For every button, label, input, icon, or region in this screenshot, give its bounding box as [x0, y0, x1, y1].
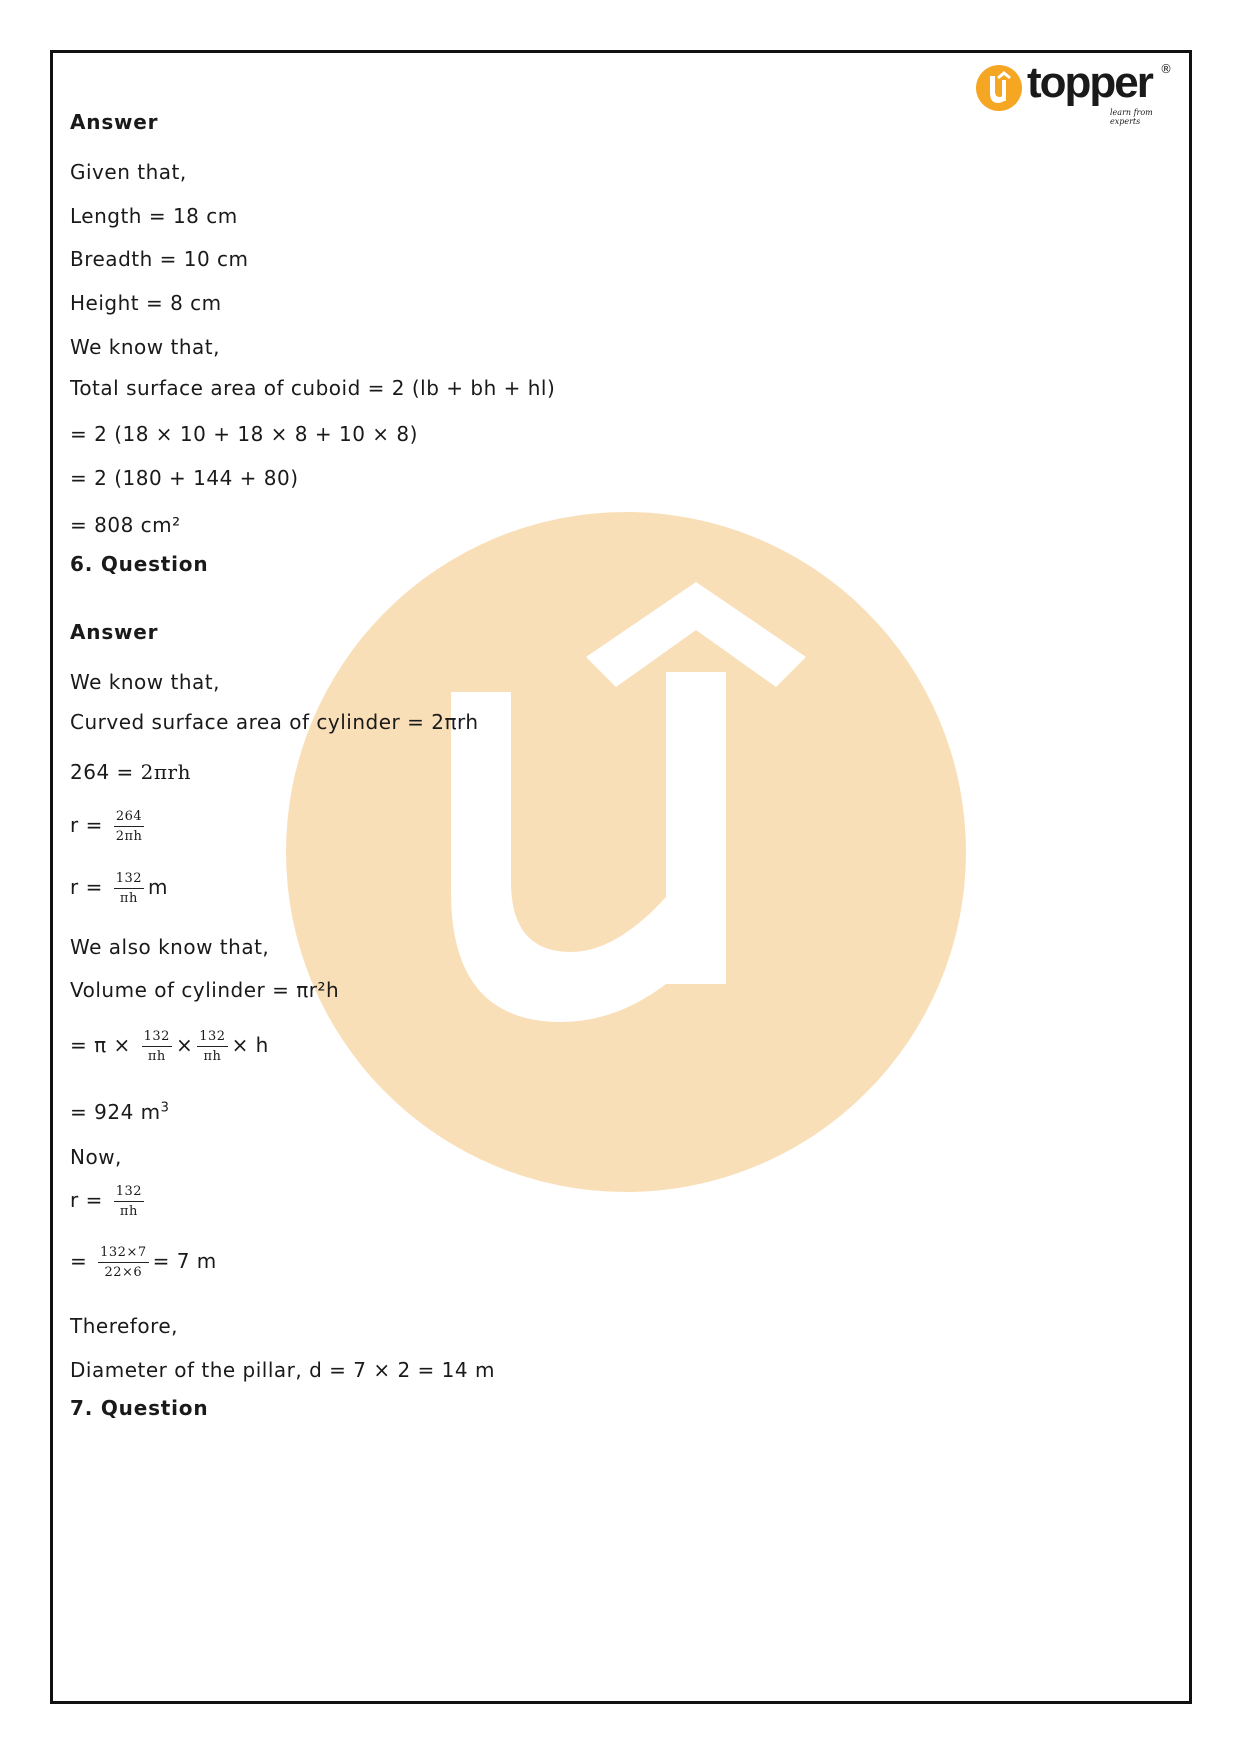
fraction-264-over-2pih	[114, 810, 145, 843]
fraction-numerator: 132	[197, 1030, 227, 1047]
r-prefix: r =	[70, 1188, 110, 1213]
fraction-132-over-pih	[114, 872, 144, 905]
topper-logo	[975, 60, 1175, 130]
vol-prefix: = π ×	[70, 1033, 138, 1058]
logo-brand-text: topper	[1027, 58, 1152, 107]
also-know-text: We also know that,	[70, 935, 270, 959]
fraction-132-over-pih	[197, 1030, 227, 1063]
r-equation-2	[70, 872, 168, 905]
know-text-2: We know that,	[70, 670, 220, 694]
times-sign: ×	[175, 1033, 194, 1058]
csa-equation	[70, 760, 191, 784]
fraction-numerator: 132	[114, 872, 144, 889]
height-text: Height = 8 cm	[70, 291, 222, 315]
fraction-132-over-pih	[114, 1185, 144, 1218]
know-text-1: We know that,	[70, 335, 220, 359]
volume-equation	[70, 1030, 269, 1063]
fraction-denominator: πh	[147, 1048, 166, 1064]
fraction-132x7-over-22x6	[98, 1246, 148, 1279]
r-equation-1	[70, 810, 148, 843]
unit-m: m	[148, 875, 169, 900]
topper-watermark-icon	[286, 512, 966, 1192]
fraction-denominator: 22×6	[104, 1264, 143, 1280]
tsa-result: = 808 cm²	[70, 513, 181, 537]
fraction-denominator: 2πh	[115, 828, 143, 844]
r-prefix: r =	[70, 875, 110, 900]
logo-registered-mark: ®	[1160, 62, 1172, 76]
answer-heading-2: Answer	[70, 620, 159, 644]
volume-formula: Volume of cylinder = πr²h	[70, 978, 340, 1002]
csa-formula: Curved surface area of cylinder = 2πrh	[70, 710, 479, 734]
r-result: = 7 m	[152, 1249, 217, 1274]
fraction-denominator: πh	[119, 1203, 138, 1219]
r-equation-3	[70, 1185, 148, 1218]
therefore-text: Therefore,	[70, 1314, 179, 1338]
volume-result	[70, 1100, 169, 1124]
fraction-132-over-pih	[142, 1030, 172, 1063]
volume-exponent: 3	[160, 1100, 170, 1116]
fraction-denominator: πh	[119, 890, 138, 906]
fraction-denominator: πh	[203, 1048, 222, 1064]
vol-suffix: × h	[231, 1033, 269, 1058]
tsa-step-1: = 2 (18 × 10 + 18 × 8 + 10 × 8)	[70, 422, 418, 446]
now-text: Now,	[70, 1145, 122, 1169]
tsa-step-2: = 2 (180 + 144 + 80)	[70, 466, 299, 490]
answer-heading-1: Answer	[70, 110, 159, 134]
volume-result-text: = 924 m	[70, 1100, 161, 1124]
r-equation-4	[70, 1246, 217, 1279]
diameter-text: Diameter of the pillar, d = 7 × 2 = 14 m	[70, 1358, 495, 1382]
fraction-numerator: 132	[114, 1185, 144, 1202]
logo-tagline: learn from experts	[1110, 108, 1153, 126]
r-prefix: r =	[70, 813, 110, 838]
fraction-numerator: 132	[142, 1030, 172, 1047]
csa-equation-right: 2πrh	[140, 760, 191, 784]
given-text: Given that,	[70, 160, 187, 184]
fraction-numerator: 264	[114, 810, 145, 827]
length-text: Length = 18 cm	[70, 204, 238, 228]
eq-prefix: =	[70, 1249, 95, 1274]
question-6-label: 6. Question	[70, 552, 209, 576]
fraction-numerator: 132×7	[98, 1246, 148, 1263]
csa-equation-left: 264 =	[70, 760, 141, 784]
tsa-formula: Total surface area of cuboid = 2 (lb + bh + hl)	[70, 376, 556, 400]
question-7-label: 7. Question	[70, 1396, 209, 1420]
breadth-text: Breadth = 10 cm	[70, 247, 249, 271]
